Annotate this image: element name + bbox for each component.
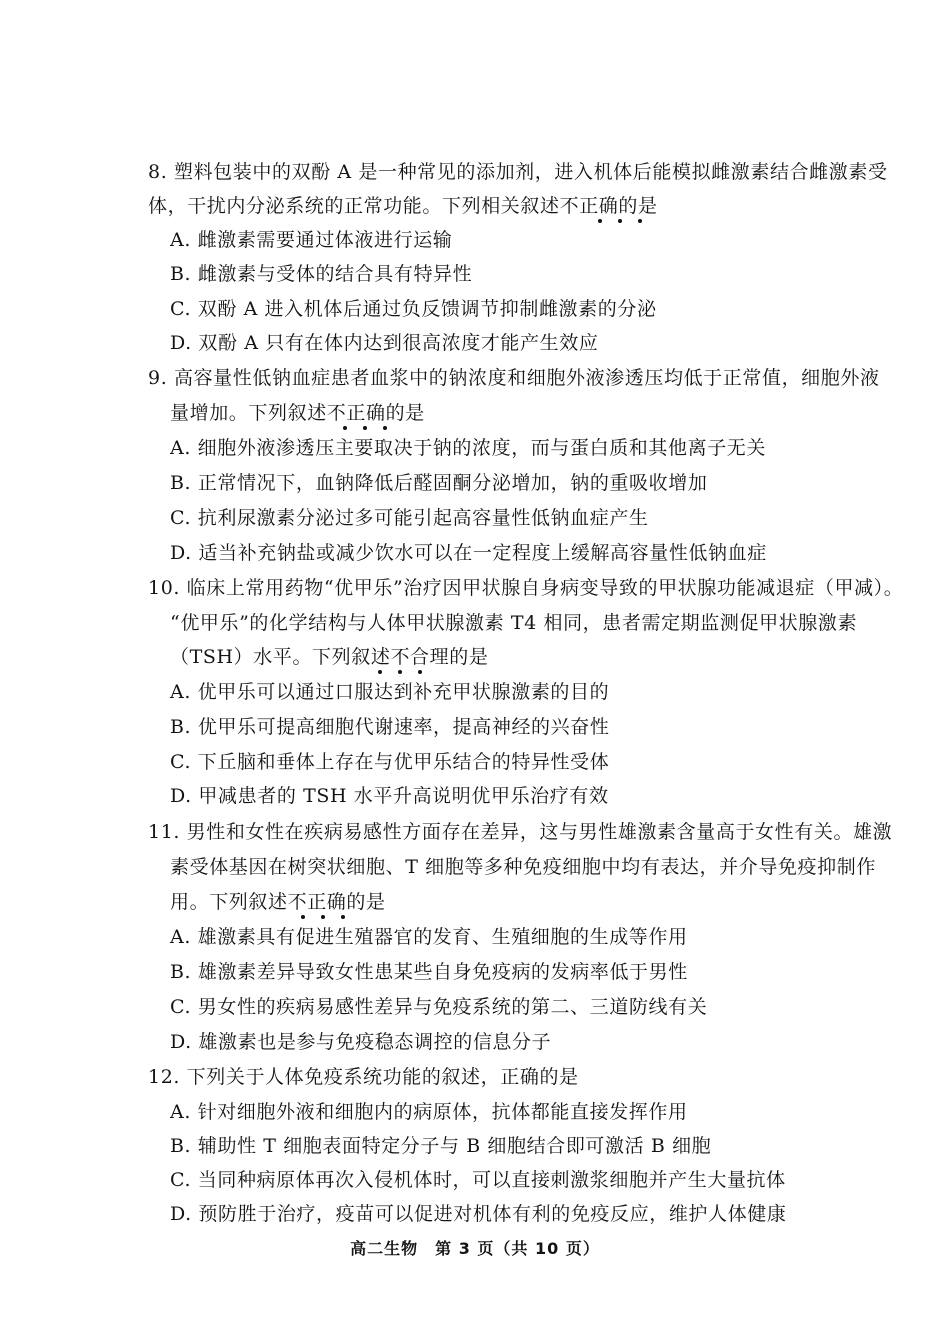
question-12-option-a: A. 针对细胞外液和细胞内的病原体，抗体都能直接发挥作用 bbox=[170, 1101, 688, 1123]
question-9-option-c: C. 抗利尿激素分泌过多可能引起高容量性低钠血症产生 bbox=[170, 507, 649, 529]
question-11-option-b: B. 雄激素差异导致女性患某些自身免疫病的发病率低于男性 bbox=[170, 961, 688, 983]
question-11-option-a: A. 雄激素具有促进生殖器官的发育、生殖细胞的生成等作用 bbox=[170, 926, 688, 948]
question-12-option-b: B. 辅助性 T 细胞表面特定分子与 B 细胞结合即可激活 B 细胞 bbox=[170, 1135, 712, 1157]
question-11-option-d: D. 雄激素也是参与免疫稳态调控的信息分子 bbox=[170, 1031, 552, 1053]
question-10-option-b: B. 优甲乐可提高细胞代谢速率，提高神经的兴奋性 bbox=[170, 716, 610, 738]
question-8-stem-line-1: 8. 塑料包装中的双酚 A 是一种常见的添加剂，进入机体后能模拟雌激素结合雌激素受 bbox=[148, 161, 888, 183]
question-11-stem-line-2: 素受体基因在树突状细胞、T 细胞等多种免疫细胞中均有表达，并介导免疫抑制作 bbox=[170, 856, 876, 878]
question-8-stem-line-2: 体，干扰内分泌系统的正常功能。下列相关叙述不正确的是 bbox=[148, 195, 658, 217]
question-10-stem-line-3: （TSH）水平。下列叙述不合理的是 bbox=[170, 646, 489, 668]
question-10-option-c: C. 下丘脑和垂体上存在与优甲乐结合的特异性受体 bbox=[170, 751, 610, 773]
question-8-option-b: B. 雌激素与受体的结合具有特异性 bbox=[170, 263, 473, 285]
question-9-stem-line-2: 量增加。下列叙述不正确的是 bbox=[170, 402, 425, 424]
question-11-option-c: C. 男女性的疾病易感性差异与免疫系统的第二、三道防线有关 bbox=[170, 996, 708, 1018]
question-10-option-d: D. 甲减患者的 TSH 水平升高说明优甲乐治疗有效 bbox=[170, 785, 609, 807]
question-9-option-b: B. 正常情况下，血钠降低后醛固酮分泌增加，钠的重吸收增加 bbox=[170, 472, 708, 494]
question-11-stem-line-1: 11. 男性和女性在疾病易感性方面存在差异，这与男性雄激素含量高于女性有关。雄激 bbox=[148, 821, 893, 843]
question-10-stem-line-1: 10. 临床上常用药物“优甲乐”治疗因甲状腺自身病变导致的甲状腺功能减退症（甲减）。 bbox=[148, 577, 904, 599]
question-9-stem-line-1: 9. 高容量性低钠血症患者血浆中的钠浓度和细胞外液渗透压均低于正常值，细胞外液 bbox=[148, 367, 880, 389]
page-footer: 高二生物 第 3 页（共 10 页） bbox=[350, 1239, 600, 1258]
question-9-option-d: D. 适当补充钠盐或减少饮水可以在一定程度上缓解高容量性低钠血症 bbox=[170, 542, 767, 564]
question-11-stem-line-3: 用。下列叙述不正确的是 bbox=[170, 891, 386, 913]
question-12-stem-line-1: 12. 下列关于人体免疫系统功能的叙述，正确的是 bbox=[148, 1066, 579, 1088]
question-12-option-c: C. 当同种病原体再次入侵机体时，可以直接刺激浆细胞并产生大量抗体 bbox=[170, 1169, 786, 1191]
question-10-stem-line-2: “优甲乐”的化学结构与人体甲状腺激素 T4 相同，患者需定期监测促甲状腺激素 bbox=[170, 612, 858, 634]
question-9-option-a: A. 细胞外液渗透压主要取决于钠的浓度，而与蛋白质和其他离子无关 bbox=[170, 437, 767, 459]
question-10-option-a: A. 优甲乐可以通过口服达到补充甲状腺激素的目的 bbox=[170, 681, 610, 703]
question-12-option-d: D. 预防胜于治疗，疫苗可以促进对机体有利的免疫反应，维护人体健康 bbox=[170, 1203, 787, 1225]
question-8-option-a: A. 雌激素需要通过体液进行运输 bbox=[170, 229, 453, 251]
question-8-option-c: C. 双酚 A 进入机体后通过负反馈调节抑制雌激素的分泌 bbox=[170, 298, 657, 320]
question-8-option-d: D. 双酚 A 只有在体内达到很高浓度才能产生效应 bbox=[170, 332, 599, 354]
